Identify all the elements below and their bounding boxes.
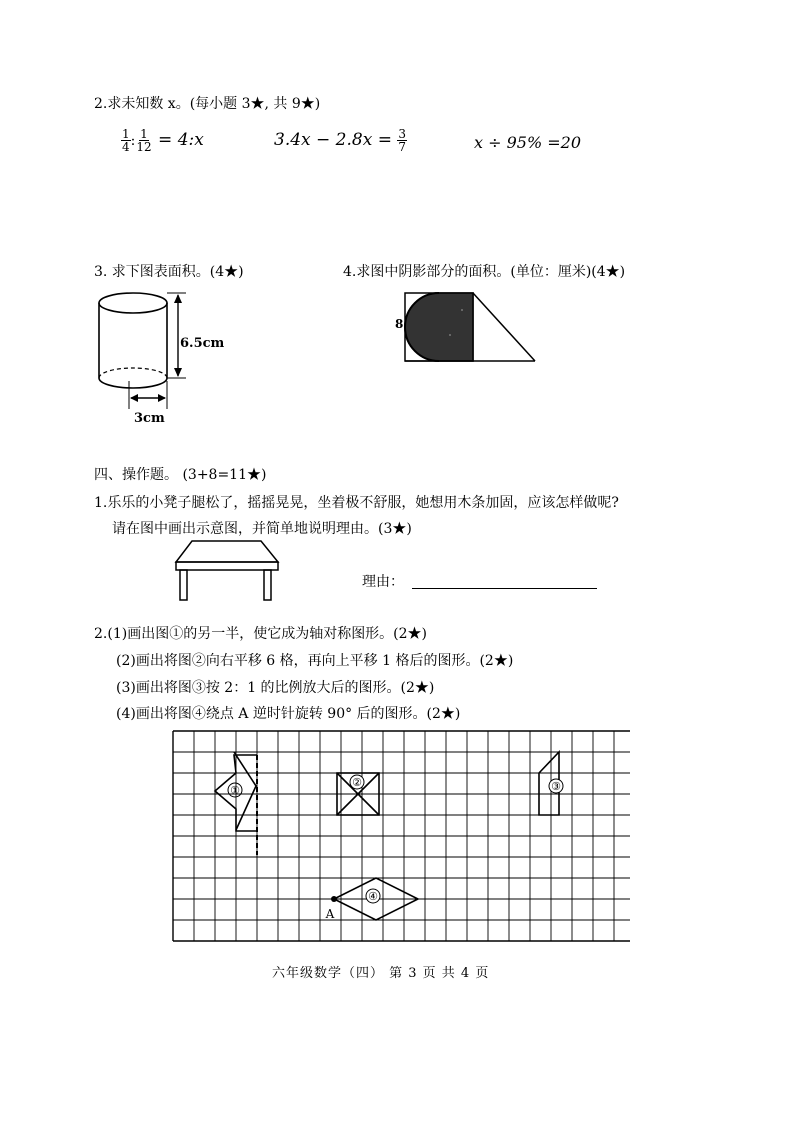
- equation-1: $\frac{1}{4}$ : $\frac{1}{12}$ = 4:x: [122, 127, 204, 154]
- question-1-line-2: 请在图中画出示意图，并简单地说明理由。(3★): [112, 521, 412, 537]
- equation-2: 3.4x − 2.8x = $\frac{3}{7}$: [274, 127, 406, 154]
- page-footer: 六年级数学（四） 第 3 页 共 4 页: [272, 966, 490, 981]
- fraction-1-12: $\frac{1}{12}$: [136, 127, 152, 154]
- question-2-line-1: 2.(1)画出图①的另一半，使它成为轴对称图形。(2★): [94, 626, 428, 642]
- figure-4-label: ④: [368, 890, 378, 903]
- question-3-heading: 3. 求下图表面积。(4★): [94, 264, 244, 280]
- question-2-line-3: (3)画出将图③按 2：1 的比例放大后的图形。(2★): [116, 680, 435, 696]
- figure-2-label: ②: [352, 776, 362, 789]
- fraction-3-7: $\frac{3}{7}$: [398, 127, 406, 154]
- cylinder-figure: [88, 285, 238, 430]
- question-2-heading: 2.求未知数 x。(每小题 3★, 共 9★): [94, 96, 321, 112]
- equation-3: x ÷ 95% =20: [474, 133, 582, 152]
- figure-3-label: ③: [551, 780, 561, 793]
- stool-figure: [170, 538, 285, 603]
- fraction-1-4: $\frac{1}{4}$: [122, 127, 130, 154]
- drawing-grid[interactable]: [170, 728, 630, 946]
- question-4-heading: 4.求图中阴影部分的面积。(单位：厘米)(4★): [343, 264, 626, 280]
- square-side-label: 8: [395, 317, 404, 331]
- question-2-line-2: (2)画出将图②向右平移 6 格，再向上平移 1 格后的图形。(2★): [116, 653, 514, 669]
- part-4-heading: 四、操作题。 (3+8=11★): [94, 467, 267, 483]
- reason-label: 理由：: [362, 574, 404, 590]
- cylinder-height-label: 6.5cm: [180, 336, 225, 351]
- figure-1-label: ①: [230, 784, 240, 797]
- shaded-area-figure: [390, 290, 545, 370]
- point-a-label: A: [325, 907, 335, 921]
- cylinder-radius-label: 3cm: [134, 411, 165, 426]
- reason-answer-line[interactable]: [412, 588, 597, 589]
- question-2-line-4: (4)画出将图④绕点 A 逆时针旋转 90° 后的图形。(2★): [116, 706, 461, 722]
- question-1-line-1: 1.乐乐的小凳子腿松了，摇摇晃晃，坐着极不舒服，她想用木条加固，应该怎样做呢?: [94, 495, 619, 511]
- point-a-dot: [331, 896, 337, 902]
